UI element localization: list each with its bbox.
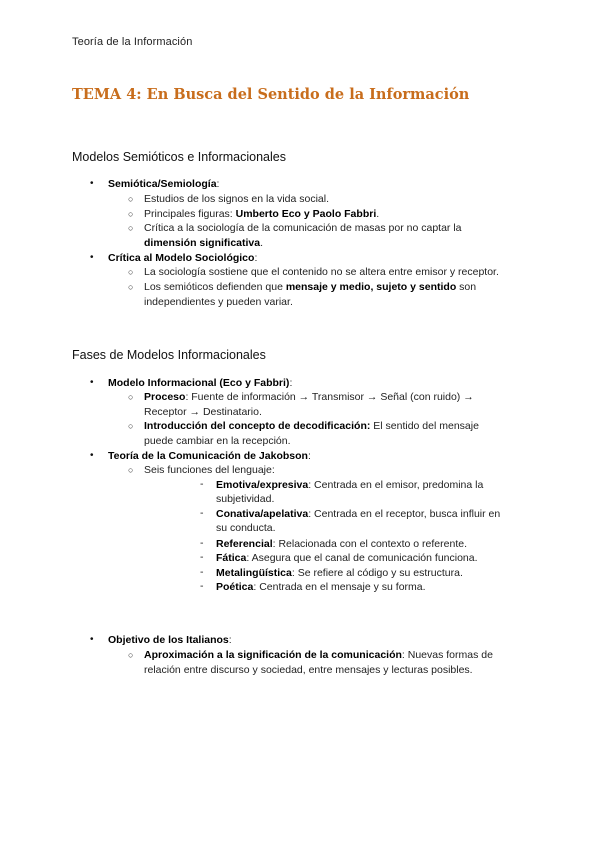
funcion-referencial: Referencial: Relacionada con el contexto o referente. xyxy=(216,538,467,550)
dash-icon: - xyxy=(200,551,204,563)
funcion-emotiva: Emotiva/expresiva: Centrada en el emisor, predomina la xyxy=(216,479,484,491)
funcion-conativa: Conativa/apelativa: Centrada en el receptor, busca influir en xyxy=(216,508,501,520)
bullet-icon: • xyxy=(90,377,94,388)
list-item-modelo-informacional: Modelo Informacional (Eco y Fabbri): xyxy=(108,377,293,389)
sub-item-semiotica-3-cont: dimensión significativa. xyxy=(144,237,264,249)
dash-icon: - xyxy=(200,478,204,490)
dash-icon: - xyxy=(200,566,204,578)
sub-item-decodificacion: Introducción del concepto de decodificación: El sentido del mensaje xyxy=(144,420,479,432)
funcion-metalinguistica: Metalingüística: Se refiere al código y su estructura. xyxy=(216,567,463,579)
circle-bullet-icon: ○ xyxy=(128,282,134,292)
circle-bullet-icon: ○ xyxy=(128,392,134,402)
section-heading-fases: Fases de Modelos Informacionales xyxy=(72,348,266,362)
dash-icon: - xyxy=(200,537,204,549)
bullet-icon: • xyxy=(90,252,94,263)
sub-item-funciones: Seis funciones del lenguaje: xyxy=(144,464,275,476)
funcion-conativa-cont: su conducta. xyxy=(216,522,276,534)
sub-item-critica-2-cont: independientes y pueden variar. xyxy=(144,296,293,308)
sub-item-proceso: Proceso: Fuente de información → Transmisor → Señal (con ruido) → xyxy=(144,391,474,403)
page-header: Teoría de la Información xyxy=(72,36,193,48)
sub-item-semiotica-2: Principales figuras: Umberto Eco y Paolo Fabbri. xyxy=(144,208,380,220)
funcion-fatica: Fática: Asegura que el canal de comunicación funciona. xyxy=(216,552,478,564)
funcion-emotiva-cont: subjetividad. xyxy=(216,493,275,505)
list-item-semiotica: Semiótica/Semiología: xyxy=(108,178,220,190)
sub-item-semiotica-3: Crítica a la sociología de la comunicación de masas por no captar la xyxy=(144,222,462,234)
circle-bullet-icon: ○ xyxy=(128,267,134,277)
circle-bullet-icon: ○ xyxy=(128,209,134,219)
circle-bullet-icon: ○ xyxy=(128,650,134,660)
dash-icon: - xyxy=(200,507,204,519)
bullet-icon: • xyxy=(90,450,94,461)
circle-bullet-icon: ○ xyxy=(128,465,134,475)
list-item-critica: Crítica al Modelo Sociológico: xyxy=(108,252,258,264)
sub-item-critica-2: Los semióticos defienden que mensaje y medio, sujeto y sentido son xyxy=(144,281,477,293)
sub-item-aproximacion-cont: relación entre discurso y sociedad, entre mensajes y lecturas posibles. xyxy=(144,664,473,676)
circle-bullet-icon: ○ xyxy=(128,194,134,204)
bullet-icon: • xyxy=(90,178,94,189)
bullet-icon: • xyxy=(90,634,94,645)
sub-item-proceso-cont: Receptor → Destinatario. xyxy=(144,406,262,418)
sub-item-aproximacion: Aproximación a la significación de la comunicación: Nuevas formas de xyxy=(144,649,493,661)
page-title: TEMA 4: En Busca del Sentido de la Información xyxy=(72,86,470,103)
circle-bullet-icon: ○ xyxy=(128,223,134,233)
list-item-italianos: Objetivo de los Italianos: xyxy=(108,634,232,646)
dash-icon: - xyxy=(200,580,204,592)
sub-item-decodificacion-cont: puede cambiar en la recepción. xyxy=(144,435,291,447)
funcion-poetica: Poética: Centrada en el mensaje y su forma. xyxy=(216,581,426,593)
list-item-jakobson: Teoría de la Comunicación de Jakobson: xyxy=(108,450,311,462)
circle-bullet-icon: ○ xyxy=(128,421,134,431)
sub-item-semiotica-1: Estudios de los signos en la vida social. xyxy=(144,193,330,205)
section-heading-modelos: Modelos Semióticos e Informacionales xyxy=(72,150,286,164)
sub-item-critica-1: La sociología sostiene que el contenido no se altera entre emisor y receptor. xyxy=(144,266,499,278)
